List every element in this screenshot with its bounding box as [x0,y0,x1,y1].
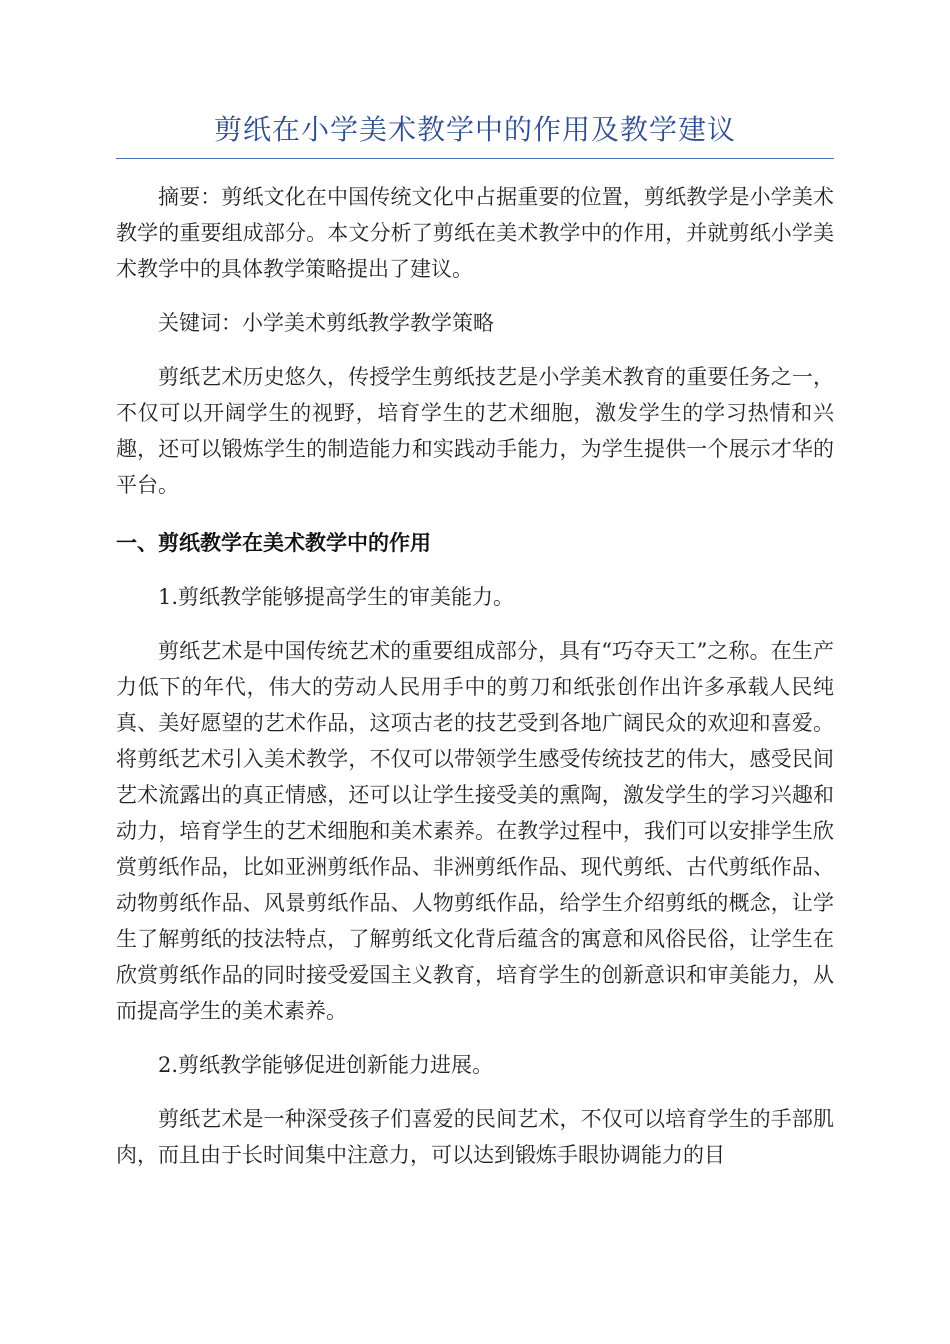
subsection-heading-2: 2.剪纸教学能够促进创新能力进展。 [158,1053,494,1077]
document-title: 剪纸在小学美术教学中的作用及教学建议 [116,106,834,159]
section-heading-1: 一、剪纸教学在美术教学中的作用 [116,531,431,555]
body-paragraph-2: 剪纸艺术是一种深受孩子们喜爱的民间艺术，不仅可以培育学生的手部肌肉，而且由于长时间集中注意力，可以达到锻炼手眼协调能力的目 [116,1107,834,1167]
intro-paragraph: 剪纸艺术历史悠久，传授学生剪纸技艺是小学美术教育的重要任务之一，不仅可以开阔学生的视野，培育学生的艺术细胞，激发学生的学习热情和兴趣，还可以锻炼学生的制造能力和实践动手能力，为学生提供一个展示才华的平台。 [116,365,834,497]
body-paragraph-1: 剪纸艺术是中国传统艺术的重要组成部分，具有“巧夺天工”之称。在生产力低下的年代，伟大的劳动人民用手中的剪刀和纸张创作出许多承载人民纯真、美好愿望的艺术作品，这项古老的技艺受到各地广阔民众的欢迎和喜爱。将剪纸艺术引入美术教学，不仅可以带领学生感受传统技艺的伟大，感受民间艺术流露出的真正情感，还可以让学生接受美的熏陶，激发学生的学习兴趣和动力，培育学生的艺术细胞和美术素养。在教学过程中，我们可以安排学生欣赏剪纸作品，比如亚洲剪纸作品、非洲剪纸作品、现代剪纸、古代剪纸作品、动物剪纸作品、风景剪纸作品、人物剪纸作品，给学生介绍剪纸的概念，让学生了解剪纸的技法特点，了解剪纸文化背后蕴含的寓意和风俗民俗，让学生在欣赏剪纸作品的同时接受爱国主义教育，培育学生的创新意识和审美能力，从而提高学生的美术素养。 [116,639,834,1023]
keywords-paragraph: 关键词：小学美术剪纸教学教学策略 [158,311,494,335]
abstract-paragraph: 摘要：剪纸文化在中国传统文化中占据重要的位置，剪纸教学是小学美术教学的重要组成部分。本文分析了剪纸在美术教学中的作用，并就剪纸小学美术教学中的具体教学策略提出了建议。 [116,185,834,281]
subsection-heading-1: 1.剪纸教学能够提高学生的审美能力。 [158,585,515,609]
document-page [116,106,834,1173]
